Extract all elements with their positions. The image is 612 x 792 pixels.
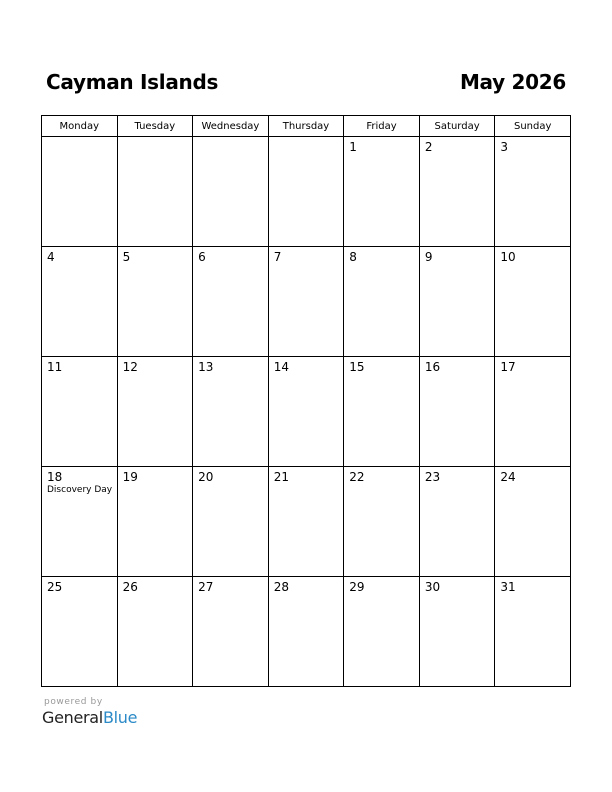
day-cell — [42, 577, 118, 687]
day-cell — [495, 357, 571, 467]
day-number: 11 — [47, 360, 63, 374]
weekday-thursday: Thursday — [268, 116, 344, 137]
day-number: 15 — [349, 360, 365, 374]
day-cell — [344, 577, 420, 687]
holiday-label: Discovery Day — [47, 485, 113, 495]
calendar-header — [46, 70, 566, 100]
day-cell — [193, 247, 269, 357]
day-number: 14 — [273, 360, 289, 374]
day-number: 13 — [198, 360, 214, 374]
day-cell — [268, 137, 344, 247]
day-cell — [419, 467, 495, 577]
day-cell — [42, 247, 118, 357]
day-cell — [193, 137, 269, 247]
weekday-monday: Monday — [42, 116, 118, 137]
week-row — [42, 357, 571, 467]
brand-blue-text: Blue — [102, 708, 138, 727]
day-number: 10 — [500, 250, 516, 264]
day-number: 17 — [500, 360, 516, 374]
weekday-saturday: Saturday — [419, 116, 495, 137]
day-number: 18 — [47, 470, 63, 484]
day-number: 7 — [273, 250, 282, 264]
day-number: 23 — [424, 470, 441, 484]
day-number — [193, 137, 268, 140]
day-cell — [268, 467, 344, 577]
day-number — [42, 137, 117, 140]
day-cell — [344, 467, 420, 577]
day-number: 5 — [122, 250, 131, 264]
week-row — [42, 137, 571, 247]
day-cell — [42, 137, 118, 247]
day-number: 19 — [122, 470, 138, 484]
country-title: Cayman Islands — [46, 70, 219, 94]
day-number: 4 — [47, 250, 55, 264]
day-cell — [495, 137, 571, 247]
day-cell — [495, 247, 571, 357]
footer-brand — [42, 697, 137, 728]
day-cell — [117, 467, 193, 577]
day-number: 8 — [349, 250, 357, 264]
day-cell — [42, 467, 118, 577]
day-number: 25 — [47, 580, 63, 594]
powered-by-label: powered by — [44, 697, 103, 707]
weekday-tuesday: Tuesday — [117, 116, 193, 137]
day-number: 20 — [198, 470, 214, 484]
generalblue-logo — [42, 708, 137, 728]
day-cell — [495, 467, 571, 577]
week-row — [42, 577, 571, 687]
day-number: 9 — [424, 250, 433, 264]
day-number: 16 — [424, 360, 441, 374]
day-number: 3 — [500, 140, 509, 154]
day-cell — [419, 577, 495, 687]
day-cell — [193, 357, 269, 467]
day-number: 2 — [424, 140, 433, 154]
weekday-sunday: Sunday — [495, 116, 571, 137]
day-cell — [193, 467, 269, 577]
day-number: 12 — [122, 360, 138, 374]
day-cell — [268, 247, 344, 357]
day-cell — [117, 357, 193, 467]
day-number — [118, 137, 193, 140]
day-cell — [117, 577, 193, 687]
day-cell — [268, 357, 344, 467]
month-year-title: May 2026 — [459, 70, 566, 94]
day-number: 26 — [122, 580, 138, 594]
day-number — [269, 137, 344, 140]
day-number: 24 — [500, 470, 516, 484]
day-cell — [344, 137, 420, 247]
day-cell — [419, 137, 495, 247]
day-number: 21 — [273, 470, 289, 484]
day-number: 6 — [198, 250, 206, 264]
week-row — [42, 467, 571, 577]
weekday-header-row — [42, 116, 571, 137]
day-number: 31 — [500, 580, 516, 594]
week-row — [42, 247, 571, 357]
day-number: 22 — [349, 470, 365, 484]
day-cell — [495, 577, 571, 687]
day-number: 1 — [349, 140, 357, 154]
day-number: 28 — [273, 580, 289, 594]
day-number: 29 — [349, 580, 365, 594]
calendar-grid — [41, 115, 571, 687]
day-cell — [268, 577, 344, 687]
day-cell — [42, 357, 118, 467]
day-cell — [344, 247, 420, 357]
day-cell — [193, 577, 269, 687]
weekday-friday: Friday — [344, 116, 420, 137]
day-number: 27 — [198, 580, 214, 594]
day-cell — [117, 137, 193, 247]
day-cell — [419, 357, 495, 467]
weekday-wednesday: Wednesday — [193, 116, 269, 137]
day-cell — [117, 247, 193, 357]
day-cell — [419, 247, 495, 357]
brand-general-text: General — [42, 708, 103, 727]
day-number: 30 — [424, 580, 441, 594]
day-cell — [344, 357, 420, 467]
